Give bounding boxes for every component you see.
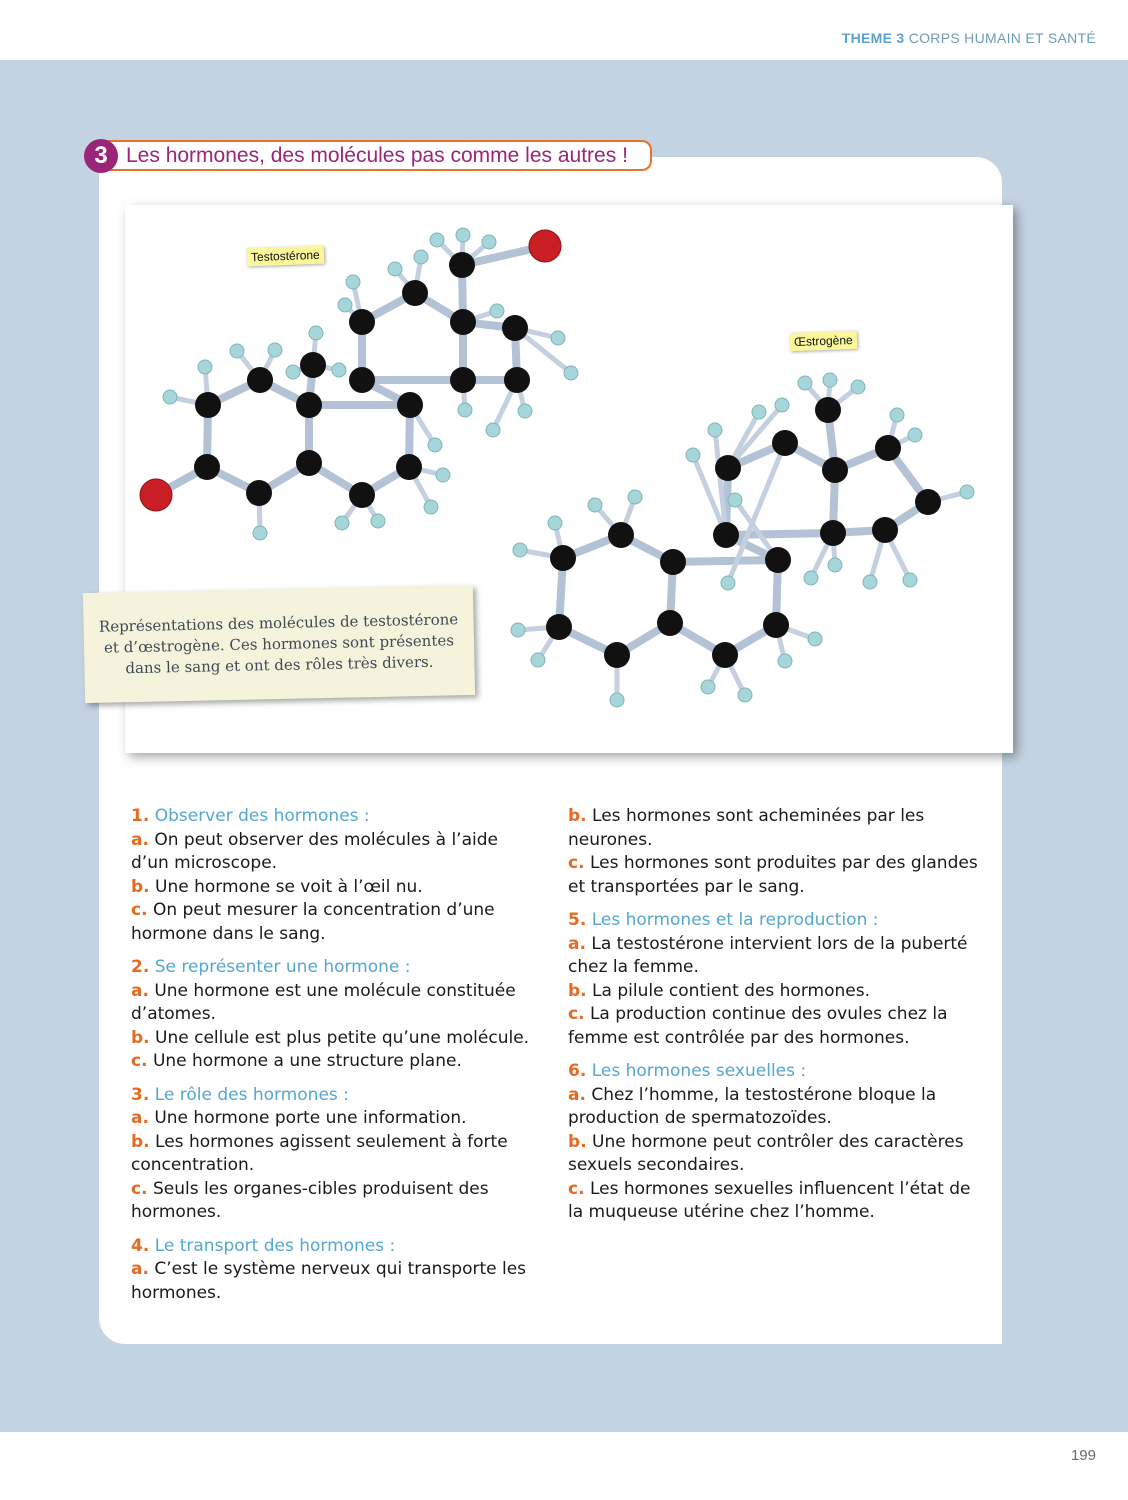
oestrogen-hydrogen-atom <box>728 493 742 507</box>
oestrogen-bond <box>726 533 833 535</box>
testosterone-carbon-atom <box>349 367 375 393</box>
testosterone-hydrogen-atom <box>414 250 428 264</box>
testosterone-hydrogen-atom <box>430 233 444 247</box>
oestrogen-carbon-atom <box>604 642 630 668</box>
question-4-continued <box>568 805 978 899</box>
question-6 <box>568 1060 978 1225</box>
question-number: 1. <box>131 806 150 826</box>
oestrogen-hydrogen-atom <box>701 680 715 694</box>
option-c: c. Une hormone a une structure plane. <box>131 1051 462 1071</box>
option-c: c. On peut mesurer la concentration d’une hormone dans le sang. <box>131 900 495 944</box>
oestrogen-hydrogen-atom <box>778 654 792 668</box>
testosterone-hydrogen-atom <box>518 404 532 418</box>
question-title: Observer des hormones : <box>154 806 370 826</box>
option-a: a. Une hormone est une molécule constituée d’atomes. <box>131 980 516 1024</box>
option-b: b. Une hormone se voit à l’œil nu. <box>131 876 423 897</box>
oestrogen-hydrogen-atom <box>708 423 722 437</box>
questions-column-left <box>131 805 531 1315</box>
option-b: b. Une cellule est plus petite qu’une molécule. <box>131 1027 530 1048</box>
oestrogen-hydrogen-atom <box>775 398 789 412</box>
oestrogen-carbon-atom <box>550 545 576 571</box>
oestrogen-hydrogen-atom <box>903 573 917 587</box>
testosterone-hydrogen-atom <box>338 298 352 312</box>
oestrogen-hydrogen-atom <box>828 558 842 572</box>
testosterone-carbon-atom <box>397 392 423 418</box>
oestrogen-hydrogen-atom <box>823 373 837 387</box>
question-title: Les hormones sexuelles : <box>591 1061 807 1081</box>
testosterone-hydrogen-atom <box>424 500 438 514</box>
oestrogen-hydrogen-atom <box>798 376 812 390</box>
oestrogen-hydrogen-atom <box>752 405 766 419</box>
oestrogen-hydrogen-atom <box>890 408 904 422</box>
oestrogen-hydrogen-atom <box>851 380 865 394</box>
testosterone-carbon-atom <box>349 482 375 508</box>
testosterone-hydrogen-atom <box>486 423 500 437</box>
option-c: c. La production continue des ovules chez la femme est contrôlée par des hormones. <box>568 1004 948 1048</box>
oestrogen-carbon-atom <box>765 547 791 573</box>
testosterone-oxygen-atom <box>529 230 561 262</box>
testosterone-hydrogen-atom <box>346 275 360 289</box>
option-b: b. Une hormone peut contrôler des caractères sexuels secondaires. <box>568 1131 964 1175</box>
option-b: b. La pilule contient des hormones. <box>568 980 870 1001</box>
testosterone-carbon-atom <box>194 454 220 480</box>
oestrogen-hydrogen-atom <box>531 653 545 667</box>
testosterone-carbon-atom <box>349 309 375 335</box>
testosterone-carbon-atom <box>450 309 476 335</box>
theme-title: CORPS HUMAIN ET SANTÉ <box>908 30 1096 46</box>
option-a: a. Chez l’homme, la testostérone bloque la production de spermatozoïdes. <box>568 1084 937 1128</box>
oestrogen-hydrogen-atom <box>588 498 602 512</box>
option-c: c. Les hormones sexuelles influencent l’état de la muqueuse utérine chez l’homme. <box>568 1178 971 1222</box>
question-number: 2. <box>131 957 150 977</box>
question-number: 4. <box>131 1235 150 1256</box>
oestrogen-carbon-atom <box>546 614 572 640</box>
question-title: Se représenter une hormone : <box>154 957 411 977</box>
question-number: 3. <box>131 1084 150 1105</box>
testosterone-carbon-atom <box>504 367 530 393</box>
document-title: Les hormones, des molécules pas comme les autres ! <box>104 140 652 171</box>
oestrogen-hydrogen-atom <box>686 448 700 462</box>
question-1 <box>131 805 531 946</box>
testosterone-hydrogen-atom <box>198 360 212 374</box>
testosterone-carbon-atom <box>502 315 528 341</box>
question-number: 5. <box>568 910 587 930</box>
oestrogen-carbon-atom <box>872 517 898 543</box>
oestrogen-carbon-atom <box>657 610 683 636</box>
testosterone-hydrogen-atom <box>564 366 578 380</box>
option-b: b. Les hormones sont acheminées par les neurones. <box>568 806 925 850</box>
testosterone-hydrogen-atom <box>456 228 470 242</box>
option-b: b. Les hormones agissent seulement à forte concentration. <box>131 1131 508 1175</box>
testosterone-hydrogen-atom <box>335 516 349 530</box>
testosterone-carbon-atom <box>296 392 322 418</box>
testosterone-carbon-atom <box>449 252 475 278</box>
oestrogen-hydrogen-atom <box>548 516 562 530</box>
testosterone-hydrogen-atom <box>230 344 244 358</box>
testosterone-carbon-atom <box>296 450 322 476</box>
figure-caption: Représentations des molécules de testostérone et d’œstrogène. Ces hormones sont présentes dans le sang et ont des rôles très divers. <box>83 585 475 703</box>
oestrogen-bond <box>673 560 778 562</box>
testosterone-carbon-atom <box>450 367 476 393</box>
oestrogen-carbon-atom <box>815 397 841 423</box>
oestrogen-carbon-atom <box>713 522 739 548</box>
oestrogen-carbon-atom <box>715 455 741 481</box>
oestrogen-carbon-atom <box>660 549 686 575</box>
testosterone-carbon-atom <box>396 454 422 480</box>
testosterone-carbon-atom <box>402 280 428 306</box>
oestrogen-hydrogen-atom <box>908 428 922 442</box>
testosterone-hydrogen-atom <box>163 390 177 404</box>
option-c: c. Seuls les organes-cibles produisent des hormones. <box>131 1178 489 1222</box>
option-a: a. C’est le système nerveux qui transporte les hormones. <box>131 1259 527 1303</box>
oestrogen-hydrogen-atom <box>721 576 735 590</box>
testosterone-hydrogen-atom <box>490 304 504 318</box>
oestrogen-carbon-atom <box>915 489 941 515</box>
testosterone-hydrogen-atom <box>482 235 496 249</box>
testosterone-hydrogen-atom <box>458 403 472 417</box>
question-5 <box>568 909 978 1050</box>
oestrogen-hydrogen-atom <box>960 485 974 499</box>
question-title: Les hormones et la reproduction : <box>591 910 879 930</box>
question-4 <box>131 1235 531 1306</box>
oestrogen-hydrogen-atom <box>610 693 624 707</box>
oestrogen-carbon-atom <box>712 642 738 668</box>
testosterone-hydrogen-atom <box>268 343 282 357</box>
question-number: 6. <box>568 1061 587 1081</box>
option-c: c. Les hormones sont produites par des glandes et transportées par le sang. <box>568 853 978 897</box>
oestrogen-hydrogen-atom <box>863 575 877 589</box>
testosterone-carbon-atom <box>246 480 272 506</box>
oestrogen-carbon-atom <box>772 430 798 456</box>
testosterone-hydrogen-atom <box>286 365 300 379</box>
page-footer <box>0 1432 1128 1500</box>
questions-column-right <box>568 805 978 1235</box>
oestrogen-carbon-atom <box>608 522 634 548</box>
oestrogen-hydrogen-atom <box>738 688 752 702</box>
oestrogen-hydrogen-atom <box>804 571 818 585</box>
testosterone-hydrogen-atom <box>253 526 267 540</box>
oestrogen-hydrogen-atom <box>513 543 527 557</box>
testosterone-hydrogen-atom <box>436 468 450 482</box>
oestrogen-carbon-atom <box>763 612 789 638</box>
oestrogen-hydrogen-atom <box>808 632 822 646</box>
testosterone-carbon-atom <box>300 352 326 378</box>
question-title: Le rôle des hormones : <box>154 1084 349 1105</box>
testosterone-carbon-atom <box>195 392 221 418</box>
oestrogen-label: Œstrogène <box>790 331 857 351</box>
oestrogen-carbon-atom <box>822 457 848 483</box>
option-a: a. On peut observer des molécules à l’aide d’un microscope. <box>131 829 498 873</box>
oestrogen-carbon-atom <box>820 520 846 546</box>
document-number-badge: 3 <box>84 139 118 173</box>
theme-keyword: THEME 3 <box>841 30 905 46</box>
testosterone-carbon-atom <box>247 367 273 393</box>
testosterone-label: Testostérone <box>247 246 324 267</box>
testosterone-hydrogen-atom <box>388 262 402 276</box>
page-number: 199 <box>1070 1447 1096 1464</box>
question-2 <box>131 956 531 1074</box>
oestrogen-carbon-atom <box>875 435 901 461</box>
testosterone-hydrogen-atom <box>371 514 385 528</box>
question-3 <box>131 1084 531 1225</box>
question-title: Le transport des hormones : <box>154 1235 396 1256</box>
testosterone-hydrogen-atom <box>428 438 442 452</box>
theme-label <box>842 30 1096 46</box>
option-a: a. La testostérone intervient lors de la puberté chez la femme. <box>568 933 968 977</box>
testosterone-hydrogen-atom <box>332 363 346 377</box>
oestrogen-hydrogen-atom <box>628 490 642 504</box>
testosterone-hydrogen-atom <box>551 331 565 345</box>
oestrogen-hydrogen-atom <box>511 623 525 637</box>
option-a: a. Une hormone porte une information. <box>131 1108 467 1128</box>
testosterone-oxygen-atom <box>140 479 172 511</box>
testosterone-hydrogen-atom <box>309 326 323 340</box>
